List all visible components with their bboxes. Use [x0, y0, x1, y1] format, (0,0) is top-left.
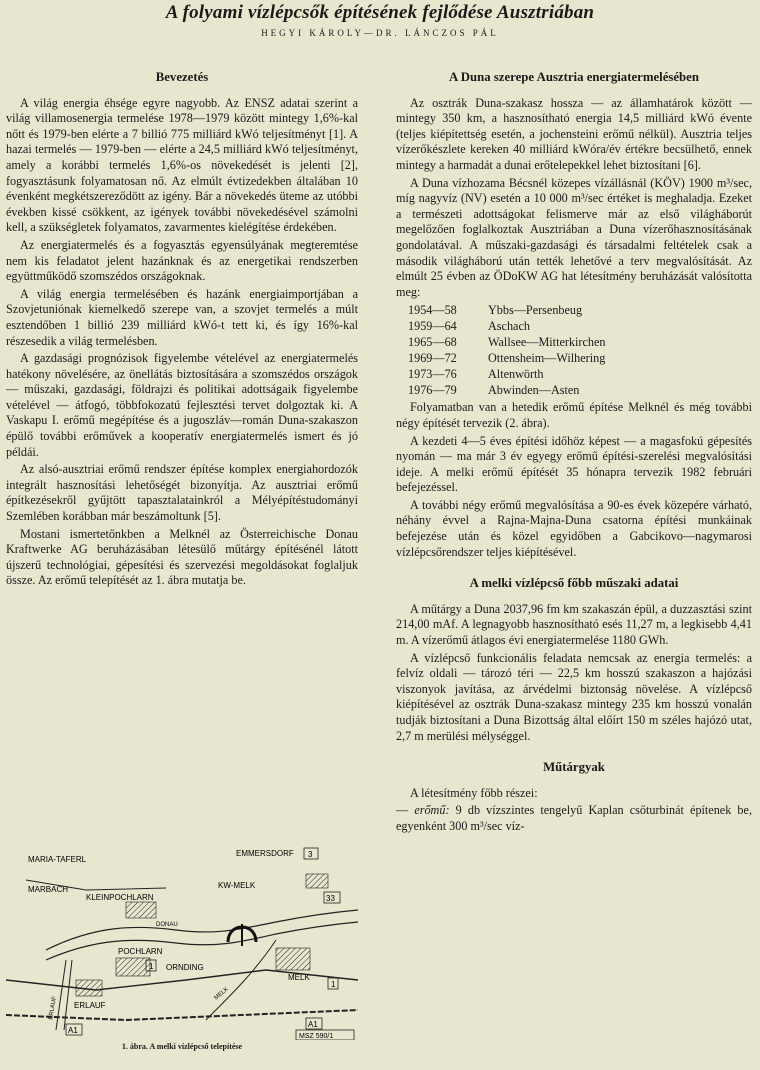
label-marbach: MARBACH	[28, 885, 69, 894]
route-33: 33	[326, 894, 335, 903]
schedule-row	[408, 382, 605, 398]
label-erlauf-town: ERLAUF	[74, 1001, 106, 1010]
schedule-plant-name: Wallsee—Mitterkirchen	[488, 335, 606, 350]
paragraph: A műtárgy a Duna 2037,96 fm km szakaszán épül, a duzzasztási szint 214,00 mAf. A legnagyobb hasznosítható esés 11,27 m, a legkisebb 4,41 m. A vízerőmű átlagos évi energiatermelése 1180 GWh.	[396, 601, 752, 648]
label-melk-town: MELK	[288, 973, 310, 982]
paragraph: Az energiatermelés és a fogyasztás egyensúlyának megteremtése nem kis feladatot jelent hazánknak és az energetikai rendszerben együttműködő szomszédos országoknak.	[6, 237, 358, 284]
schedule-years: 1969—72	[408, 351, 457, 366]
article-title: A folyami vízlépcsők építésének fejlődése Ausztriában	[165, 2, 595, 23]
label-donau: DONAU	[156, 922, 178, 928]
paragraph: Az osztrák Duna-szakasz hossza — az államhatárok között — mintegy 350 km, a hasznosítható energia 14,5 milliárd kWó évente (teljes kiépítettség esetén, a jochensteini erőmű nélkül). Ausztria teljes vízerőkészlete kereken 40 milliárd kWóra/év értékre becsülhető, ennek mintegy a harmadát a dunai erőtelepekkel lehet biztosítani [6].	[396, 95, 752, 172]
label-ornding: ORNDING	[166, 963, 204, 972]
paragraph: A világ energia éhsége egyre nagyobb. Az ENSZ adatai szerint a világ villamosenergia termelése 1978—1979 között mintegy 1,6%-kal nőtt és 1979-ben elérte a 7 billió 775 milliárd kWó teljesítményt [1]. A hazai termelés — 1979-ben — elérte a 24,5 milliárd kWó teljesítményt, amely a korábbi termelés 1,6%-os növekedését is jelenti [2], fogyasztásunk folyamatosan nő. Az elmúlt évtizedekben általában 10 évenként megkétszereződött az igény. Bár a növekedés üteme az utóbbi években kissé csökkent, az igények további növekedésével számolni kell, a szükségletek folyamatos, zavarmentes kielégítése érdekében.	[6, 95, 358, 235]
melk-river	[206, 940, 276, 1020]
town-kleinpochlarn	[126, 902, 156, 918]
schedule-row	[408, 318, 605, 334]
paragraph: A világ energia termelésében és hazánk energiaimportjában a Szovjetuniónak kiemelkedő szerepe van, a szovjet termelés a múlt esztendőben 1 billió 239 milliárd kWó-t tett ki, és így 16%-kal részesedik a világ termelésben.	[6, 286, 358, 348]
paragraph: A gazdasági prognózisok figyelembe vételével az energiatermelés hatékony növelésére, az önellátás biztosítására a szomszédos országok — műszaki, gazdasági, földrajzi és politikai adottságaik figyelembe vételével — átfogó, többfokozatú fejlesztési tervet dolgoztak ki. A Vaskapu I. erőmű megépítése és a jugoszláv—román Duna-szakaszon épülő további erőművek a kooperatív energiatermelés ismert és jó példái.	[6, 351, 358, 459]
figure-map	[6, 830, 358, 1060]
town-pochlarn	[116, 958, 150, 976]
schedule-plant-name: Ottensheim—Wilhering	[488, 351, 606, 366]
schedule-plant-name: Abwinden—Asten	[488, 383, 580, 398]
paragraph: Az alsó-ausztriai erőmű rendszer építése komplex energiahordozók integrált hasznosítási lehetőségét bizonyítja. Az ausztriai erőmű építkezésekről gyűjtött tapasztalatainkról a Mélyépítéstudományi Szemlében korábban már beszámoltunk [5].	[6, 462, 358, 524]
authors-line: HEGYI KÁROLY—DR. LÁNCZOS PÁL	[261, 28, 499, 38]
erlauf-river-bank	[64, 960, 72, 1030]
schedule-row	[408, 350, 605, 366]
figure-caption: 1. ábra. A melki vízlépcső telepítése	[121, 1042, 243, 1051]
paragraph: A kezdeti 4—5 éves építési időhöz képest — a magasfokú gépesítés nyomán — ma már 3 év egyegy erőmű építési-szerelési megvalósítási ideje. A melki erőmű építését 35 hónapra tervezik 1982 februári befejezéssel.	[396, 433, 752, 495]
schedule-years: 1954—58	[408, 303, 457, 318]
section-heading-melk-data: A melki vízlépcső főbb műszaki adatai	[469, 576, 679, 591]
schedule-years: 1973—76	[408, 367, 457, 382]
list-term: erőmű:	[414, 803, 450, 818]
list-item-power-plant: — erőmű: 9 db vízszintes tengelyű Kaplan csőturbinát építenek be, egyenként 300 m³/sec víz-	[396, 803, 752, 833]
route-a1-east: A1	[308, 1020, 318, 1029]
schedule-years: 1959—64	[408, 319, 457, 334]
label-kw-melk: KW-MELK	[218, 881, 256, 890]
label-maria-taferl: MARIA-TAFERL	[28, 855, 87, 864]
left-column	[6, 70, 358, 589]
route-3: 3	[308, 850, 313, 859]
paragraph: Folyamatban van a hetedik erőmű építése Melknél és még további négy építését tervezik (2. ábra).	[396, 400, 752, 430]
label-pochlarn: POCHLARN	[118, 947, 163, 956]
label-kleinpochlarn: KLEINPOCHLARN	[86, 893, 154, 902]
label-emmersdorf: EMMERSDORF	[236, 849, 294, 858]
msz-code: MSZ 590/1	[299, 1033, 334, 1040]
town-emmersdorf	[306, 874, 328, 888]
route-a1-west: A1	[68, 1026, 78, 1035]
paragraph: Mostani ismertetőnkben a Melknél az Österreichische Donau Kraftwerke AG beruházásában létesülő műtárgy építésénél látott újszerű technológiai, gépesítési és szervezési megoldásokat foglaljuk össze. Az erőmű telepítését az 1. ábra mutatja be.	[6, 526, 358, 588]
paragraph: A további négy erőmű megvalósítása a 90-es évek közepére várható, néhány évvel a Rajna-Majna-Duna csatorna építési munkáinak befejezése után és közel egyidőben a Gabcikovo—nagymarosi vízlépcsőrendszer teljes kiépítésével.	[396, 497, 752, 559]
schedule-row	[408, 366, 605, 382]
route-1: 1	[149, 962, 154, 971]
section-heading-duna: A Duna szerepe Ausztria energiatermelésében	[449, 70, 699, 84]
section-heading-structures: Műtárgyak	[543, 760, 605, 775]
right-column	[396, 70, 752, 835]
site-map-illustration	[6, 830, 358, 1040]
river-bank-upper	[46, 910, 358, 950]
schedule-row	[408, 302, 605, 318]
label-melk-river: MELK	[213, 986, 230, 1002]
schedule-years: 1965—68	[408, 335, 457, 350]
schedule-plant-name: Ybbs—Persenbeug	[488, 303, 583, 318]
schedule-row	[408, 334, 605, 350]
label-erlauf-river: ERLAUF	[48, 995, 59, 1021]
schedule-plant-name: Aschach	[488, 319, 530, 334]
section-heading-intro: Bevezetés	[155, 70, 209, 84]
town-melk	[276, 948, 310, 970]
plant-schedule-table	[408, 302, 605, 398]
paragraph: A létesítmény főbb részei:	[410, 785, 538, 800]
paragraph: A Duna vízhozama Bécsnél közepes vízállásnál (KÖV) 1900 m³/sec, míg nagyvíz (NV) esetén a 10 000 m³/sec értéket is meghaladja. Ezeket a természeti adottságokat felismerve már az első világháborút megelőzően foglalkoztak Ausztriában a Duna vízerőhasznosításának gondolatával. A műszaki-gazdasági és társadalmi feltételek csak a második világháború után tették lehetővé a terv megvalósítását. Az elmúlt 25 évben az ÖDoKW AG hat létesítmény beruházását valósította meg:	[396, 175, 752, 299]
river-bank-lower	[46, 922, 358, 960]
erlauf-river	[56, 960, 66, 1030]
schedule-years: 1976—79	[408, 383, 457, 398]
route-1-east: 1	[331, 980, 336, 989]
paragraph: A vízlépcső funkcionális feladata nemcsak az energia termelés: a felvíz oldali — tározó téri — 22,5 km hosszú szakaszon a hajózási viszonyok javítása, az árvédelmi biztonság növelése. A vízlépcső kiépítésével az osztrák Duna-szakasz mintegy 235 km hosszú vonalán tudják biztosítani a Duna Bizottság által előírt 150 m széles hajózó utat, 2,7 m merülési mélységgel.	[396, 650, 752, 743]
schedule-plant-name: Altenwörth	[488, 367, 544, 382]
